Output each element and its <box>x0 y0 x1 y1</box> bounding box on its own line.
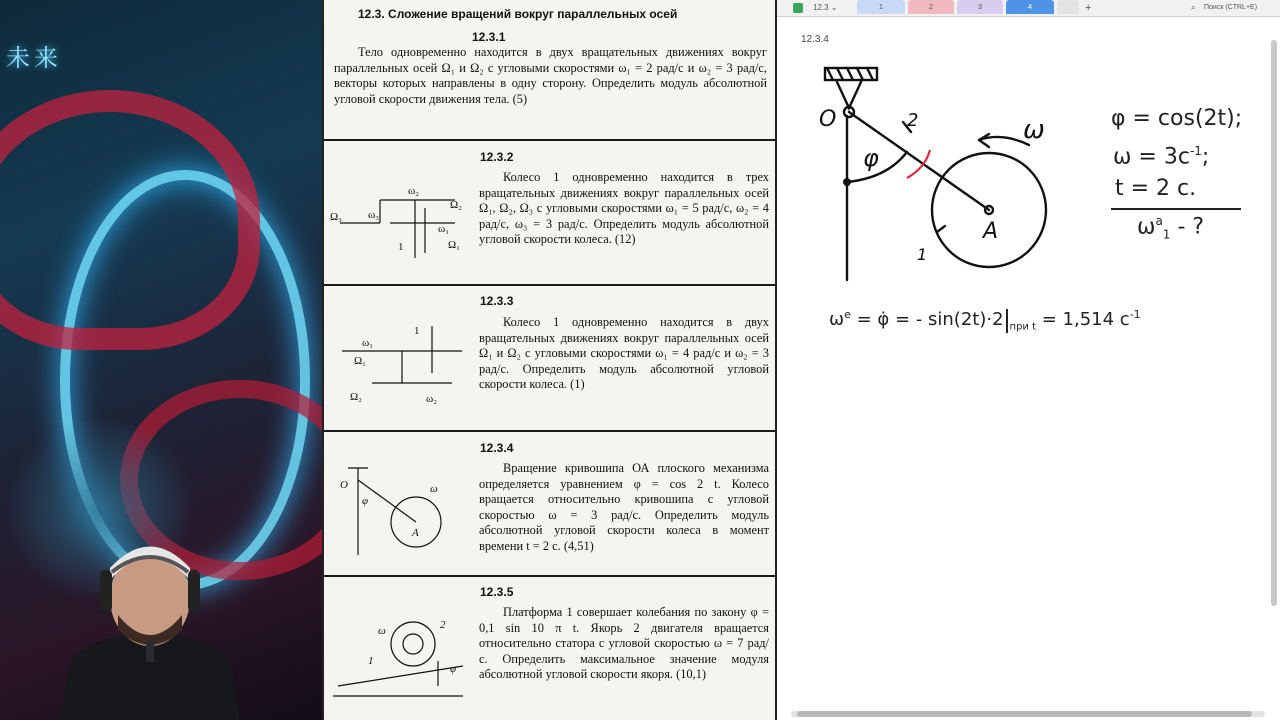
fig-label: φ <box>362 495 369 507</box>
fig-label: ω <box>378 625 386 637</box>
problem-number: 12.3.1 <box>472 30 506 44</box>
problem-text: Платформа 1 совершает колебания по закону φ = 0,1 sin 10 π t. Якорь 2 двигателя вращается относительно статора с угловой скоростью ω = 7 рад/с. Определить максимальное значение модуля абсолютной угловой скорости якоря. (10,1) <box>479 605 769 682</box>
given-phi: φ = cos(2t); <box>1111 106 1243 131</box>
fig-label: Ω₁ <box>354 355 367 367</box>
given-time: t = 2 c. <box>1115 176 1197 201</box>
given-omega: $\omega = 3c^{-1}$; <box>1113 144 1210 170</box>
given-divider <box>1111 208 1241 210</box>
webcam-overlay <box>60 520 240 720</box>
notebook-name[interactable]: 12.3 ⌄ <box>813 3 838 12</box>
section-title: 12.3. Сложение вращений вокруг параллельных осей <box>358 7 678 21</box>
problem-text: Колесо 1 одновременно находится в трех вращательных движениях вокруг параллельных осей Ω₁, Ω₂, Ω₃ с угловыми скоростями ω₁ = 5 рад/с, ω₂ = 4 рад/с, ω₃ = 3 рад/с. Определить модуль абсолютной угловой скорости колеса. (12) <box>479 170 769 247</box>
pivot-label: O <box>819 107 837 132</box>
vertical-scrollbar[interactable] <box>1271 40 1277 606</box>
fig-label: Ω₁ <box>448 239 461 251</box>
neon-sign: 未来 <box>6 44 62 72</box>
problem-text: Тело одновременно находится в двух вращательных движениях вокруг параллельных осей Ω₁ и Ω₂ с угловыми скоростями ω₁ = 2 рад/с и ω₂ = 3 рад/с, векторы которых направлены в одну сторону. Определить модуль абсолютной угловой скорости движения тела. (5) <box>334 45 767 106</box>
notebook-icon[interactable] <box>793 3 803 13</box>
fig-label: Ω₂ <box>350 391 363 403</box>
point-a-label: A <box>983 219 999 244</box>
fig-label: 2 <box>440 619 446 631</box>
problem-figure <box>328 606 468 701</box>
fig-label: ω <box>430 483 438 495</box>
fig-label: Ω₃ <box>330 211 343 223</box>
problem-number: 12.3.5 <box>480 585 514 599</box>
fig-label: ω₁ <box>362 337 374 349</box>
fig-label: Ω₂ <box>450 199 463 211</box>
problem-number: 12.3.2 <box>480 150 514 164</box>
problem-text: Вращение кривошипа ОА плоского механизма определяется уравнением φ = cos 2 t. Колесо вращается относительно кривошипа с угловой скоростью ω = 3 рад/с. Определить модуль абсолютной угловой скорости колеса в момент времени t = 2 с. (4,51) <box>479 461 769 553</box>
problem-number: 12.3.3 <box>480 294 514 308</box>
problem-figure <box>330 178 470 268</box>
fig-label: O <box>340 479 348 491</box>
divider <box>324 139 775 141</box>
search-icon[interactable]: ⌕ <box>1191 3 1196 12</box>
background-artwork <box>0 0 322 720</box>
section-tab-3[interactable]: 3 <box>957 0 1003 14</box>
divider <box>324 284 775 286</box>
fig-label: A <box>412 527 419 539</box>
notes-window <box>777 0 1280 720</box>
mechanism-drawing <box>807 60 1107 290</box>
section-tab-1[interactable]: 1 <box>857 0 905 14</box>
problem-figure <box>342 318 472 413</box>
solution-formula: $\omega^e$ = φ̇ = - sin(2t)·2 $_{при t}$ = 1,514 $c^{-1}$ <box>829 308 1141 333</box>
find-target: $\omega^a_1$ - ? <box>1137 214 1205 242</box>
page-title: 12.3.4 <box>801 34 829 45</box>
omega-label: ω <box>1023 115 1045 145</box>
fig-label: 1 <box>398 241 404 253</box>
problem-figure <box>338 460 458 560</box>
wheel-number-label: 1 <box>917 245 928 264</box>
textbook-page <box>322 0 777 720</box>
notebook-tab-bar <box>777 0 1280 17</box>
fig-label: φ <box>450 663 457 675</box>
divider <box>324 430 775 432</box>
section-tab-extra[interactable] <box>1057 0 1079 14</box>
section-tab-2[interactable]: 2 <box>908 0 954 14</box>
add-section-button[interactable]: + <box>1085 2 1092 14</box>
fig-label: ω₁ <box>438 223 450 235</box>
phi-label: φ <box>863 144 879 172</box>
divider <box>324 575 775 577</box>
fig-label: ω₂ <box>426 393 438 405</box>
crank-number-label: 2 <box>907 110 919 131</box>
red-track-glow <box>0 90 260 350</box>
section-tab-4[interactable]: 4 <box>1006 0 1054 14</box>
fig-label: ω₃ <box>368 209 380 221</box>
horizontal-scrollbar-thumb[interactable] <box>797 711 1252 717</box>
fig-label: 1 <box>368 655 374 667</box>
search-field[interactable]: Поиск (CTRL+E) <box>1204 4 1258 11</box>
fig-label: ω₂ <box>408 185 420 197</box>
problem-number: 12.3.4 <box>480 441 514 455</box>
fig-label: 1 <box>414 325 420 337</box>
problem-text: Колесо 1 одновременно находится в двух вращательных движениях вокруг параллельных осей Ω₁ и Ω₂ с угловыми скоростями ω₁ = 4 рад/с и ω₂ = 3 рад/с. Определить модуль абсолютной угловой скорости колеса. (1) <box>479 315 769 392</box>
